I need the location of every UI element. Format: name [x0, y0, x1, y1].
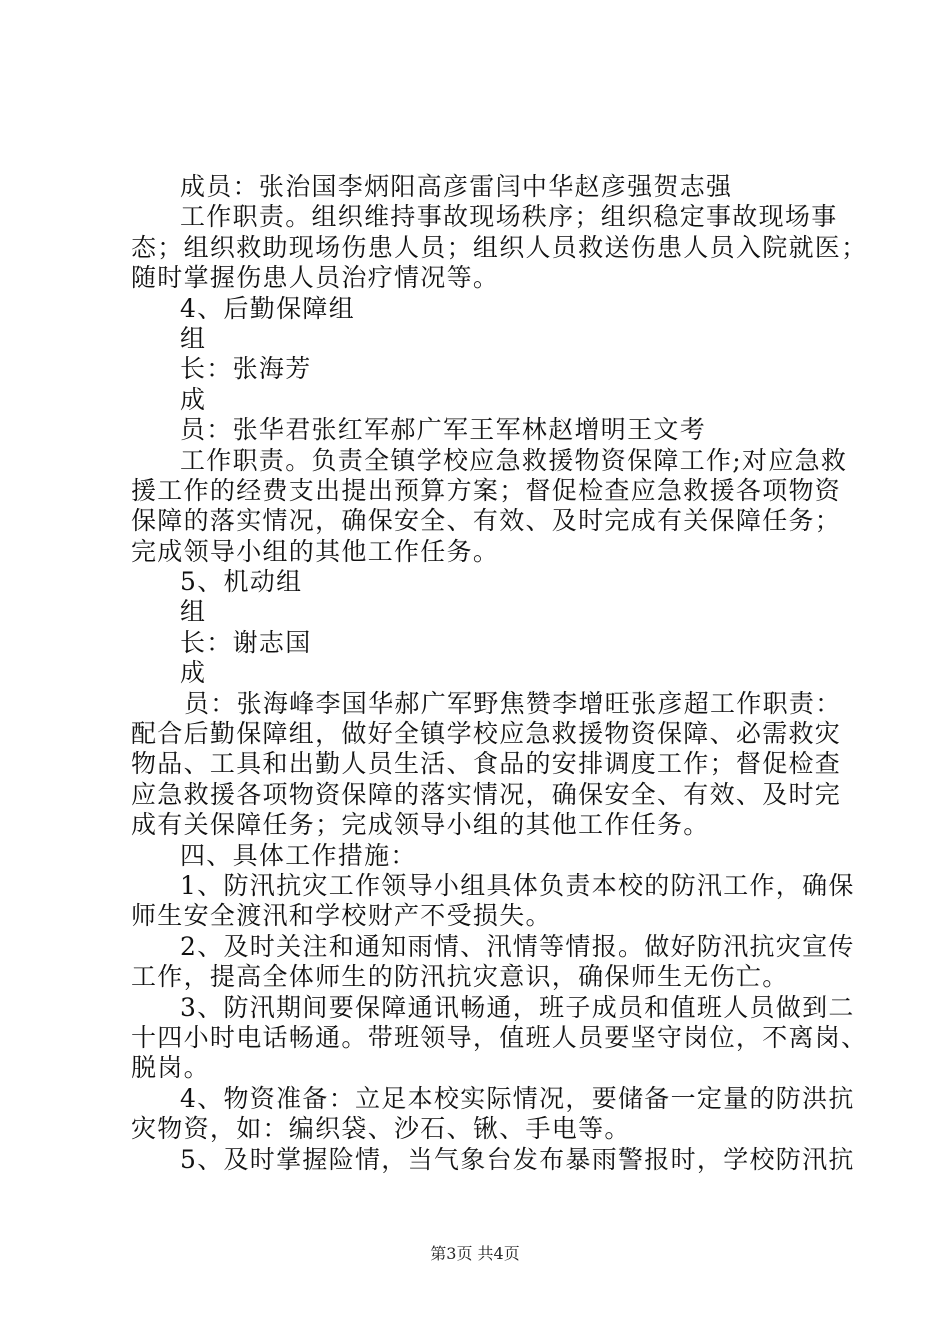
text-line: 员：张海峰李国华郝广军野焦赞李增旺张彦超工作职责：	[184, 688, 842, 718]
text-line: 工作，提高全体师生的防汛抗灾意识，确保师生无伤亡。	[131, 962, 789, 992]
text-line: 成有关保障任务；完成领导小组的其他工作任务。	[131, 810, 710, 840]
text-line: 师生安全渡汛和学校财产不受损失。	[131, 901, 552, 931]
text-line: 成员：张治国李炳阳高彦雷闫中华赵彦强贺志强	[180, 172, 733, 201]
text-line: 5、机动组	[180, 567, 303, 597]
text-line: 四、具体工作措施：	[180, 840, 417, 870]
text-line: 援工作的经费支出提出预算方案；督促检查应急救援各项物资	[131, 475, 842, 505]
text-line: 十四小时电话畅通。带班领导，值班人员要坚守岗位，不离岗、	[131, 1022, 868, 1052]
text-line: 态；组织救助现场伤患人员；组织人员救送伤患人员入院就医；	[131, 232, 868, 262]
text-line: 保障的落实情况，确保安全、有效、及时完成有关保障任务；	[131, 506, 842, 536]
text-line: 完成领导小组的其他工作任务。	[131, 536, 500, 566]
text-line: 随时掌握伤患人员治疗情况等。	[131, 263, 500, 293]
text-line: 工作职责。组织维持事故现场秩序；组织稳定事故现场事	[180, 202, 838, 232]
document-body	[131, 172, 868, 1175]
text-line: 3、防汛期间要保障通讯畅通，班子成员和值班人员做到二	[180, 992, 855, 1022]
text-line: 组	[180, 597, 207, 627]
text-line: 4、物资准备：立足本校实际情况，要储备一定量的防洪抗	[180, 1083, 855, 1113]
text-line: 灾物资，如：编织袋、沙石、锹、手电等。	[131, 1114, 631, 1144]
text-line: 应急救援各项物资保障的落实情况，确保安全、有效、及时完	[131, 779, 842, 809]
text-line: 1、防汛抗灾工作领导小组具体负责本校的防汛工作，确保	[180, 870, 855, 900]
text-line: 员：张华君张红军郝广军王军林赵增明王文考	[180, 415, 707, 445]
text-line: 4、后勤保障组	[180, 293, 356, 323]
text-line: 2、及时关注和通知雨情、汛情等情报。做好防汛抗灾宣传	[180, 931, 855, 961]
text-line: 工作职责。负责全镇学校应急救援物资保障工作;对应急救	[180, 445, 848, 475]
text-line: 配合后勤保障组，做好全镇学校应急救援物资保障、必需救灾	[131, 719, 842, 749]
text-line: 长：张海芳	[180, 354, 312, 384]
page-footer: 第3页 共4页	[430, 1244, 520, 1263]
text-line: 组	[180, 323, 207, 353]
text-line: 成	[180, 658, 207, 688]
text-line: 物品、工具和出勤人员生活、食品的安排调度工作；督促检查	[131, 749, 842, 779]
text-line: 5、及时掌握险情，当气象台发布暴雨警报时，学校防汛抗	[180, 1144, 855, 1174]
text-line: 脱岗。	[131, 1053, 210, 1083]
text-line: 成	[180, 384, 207, 414]
text-line: 长：谢志国	[180, 627, 312, 657]
